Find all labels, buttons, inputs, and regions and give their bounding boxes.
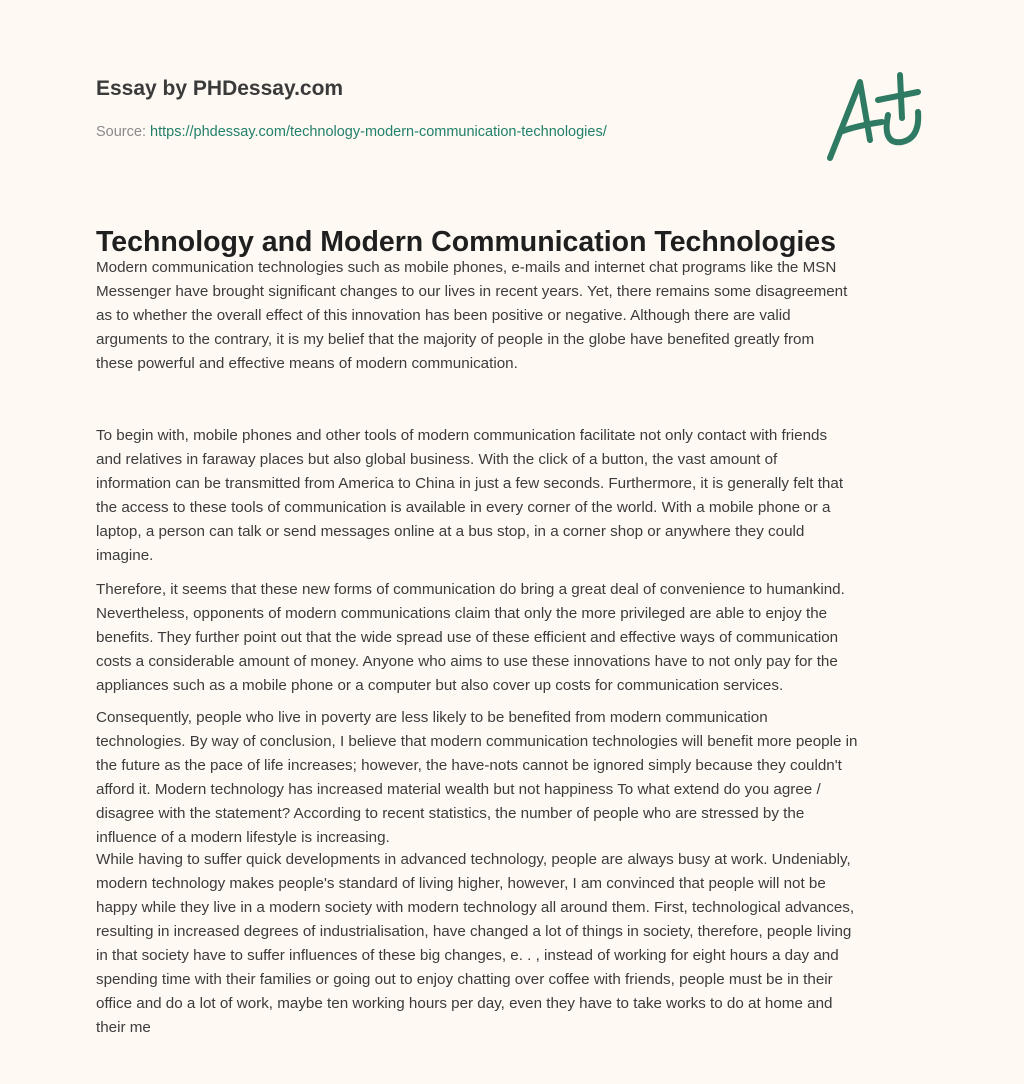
paragraph-line: resulting in increased degrees of industrialisation, have changed a lot of things in society, therefore, people living (96, 923, 852, 940)
paragraph-line: imagine. (96, 547, 154, 564)
paragraph-line: While having to suffer quick developments in advanced technology, people are always busy at work. Undeniably, (96, 851, 851, 868)
paragraph-line: laptop, a person can talk or send messages online at a bus stop, in a corner shop or anywhere they could (96, 523, 805, 540)
site-brand: Essay by PHDessay.com (96, 77, 344, 100)
paragraph-line: the future as the pace of life increases; however, the have-nots cannot be ignored simply because they couldn't (96, 757, 842, 774)
source-line (96, 124, 607, 140)
paragraph-line: information can be transmitted from America to China in just a few seconds. Furthermore, it is generally felt that (96, 475, 844, 492)
paragraph-line: influence of a modern lifestyle is increasing. (96, 829, 390, 846)
source-label: Source: (96, 124, 146, 140)
essay-paragraph (96, 424, 843, 568)
paragraph-line: the access to these tools of communication is available in every corner of the world. With a mobile phone or a (96, 499, 831, 516)
paragraph-line: spending time with their families or going out to enjoy chatting over coffee with friends, people must be in their (96, 971, 833, 988)
paragraph-line: happy while they live in a modern society with modern technology all around them. First, technological advances, (96, 899, 855, 916)
paragraph-line: modern technology makes people's standard of living higher, however, I am convinced that people will not be (96, 875, 826, 892)
a-plus-logo (820, 70, 930, 165)
paragraph-line: afford it. Modern technology has increased material wealth but not happiness To what extend do you agree / (96, 781, 821, 798)
paragraph-line: and relatives in faraway places but also global business. With the click of a button, the vast amount of (96, 451, 778, 468)
paragraph-line: costs a considerable amount of money. Anyone who aims to use these innovations have to not only pay for the (96, 653, 838, 670)
paragraph-line: Consequently, people who live in poverty are less likely to be benefited from modern communication (96, 709, 768, 726)
paragraph-line: in that society have to suffer influences of these big changes, e. . , instead of working for eight hours a day and (96, 947, 839, 964)
paragraph-line: arguments to the contrary, it is my belief that the majority of people in the globe have benefited greatly from (96, 331, 815, 348)
paragraph-line: disagree with the statement? According to recent statistics, the number of people who are stressed by the (96, 805, 805, 822)
essay-paragraph (96, 578, 845, 698)
essay-paragraph (96, 706, 858, 850)
paragraph-line: office and do a lot of work, maybe ten working hours per day, even they have to take works to do at home and (96, 995, 833, 1012)
paragraph-line: Messenger have brought significant changes to our lives in recent years. Yet, there remains some disagreement (96, 283, 848, 300)
paragraph-line: Modern communication technologies such as mobile phones, e-mails and internet chat programs like the MSN (96, 259, 837, 276)
essay-paragraph (96, 848, 854, 1040)
source-link[interactable]: https://phdessay.com/technology-modern-communication-technologies/ (150, 124, 607, 140)
essay-paragraph (96, 256, 847, 376)
paragraph-line: Nevertheless, opponents of modern communications claim that only the more privileged are able to enjoy the (96, 605, 828, 622)
paragraph-line: their me (96, 1019, 151, 1036)
paragraph-line: Therefore, it seems that these new forms of communication do bring a great deal of convenience to humankind. (96, 581, 845, 598)
paragraph-line: benefits. They further point out that the wide spread use of these efficient and effective ways of communication (96, 629, 839, 646)
paragraph-line: these powerful and effective means of modern communication. (96, 355, 518, 372)
essay-title: Technology and Modern Communication Technologies (96, 226, 836, 258)
paragraph-line: To begin with, mobile phones and other tools of modern communication facilitate not only contact with friends (96, 427, 828, 444)
paragraph-line: appliances such as a mobile phone or a computer but also cover up costs for communication services. (96, 677, 784, 694)
paragraph-line: as to whether the overall effect of this innovation has been positive or negative. Although there are valid (96, 307, 791, 324)
paragraph-line: technologies. By way of conclusion, I believe that modern communication technologies will benefit more people in (96, 733, 858, 750)
